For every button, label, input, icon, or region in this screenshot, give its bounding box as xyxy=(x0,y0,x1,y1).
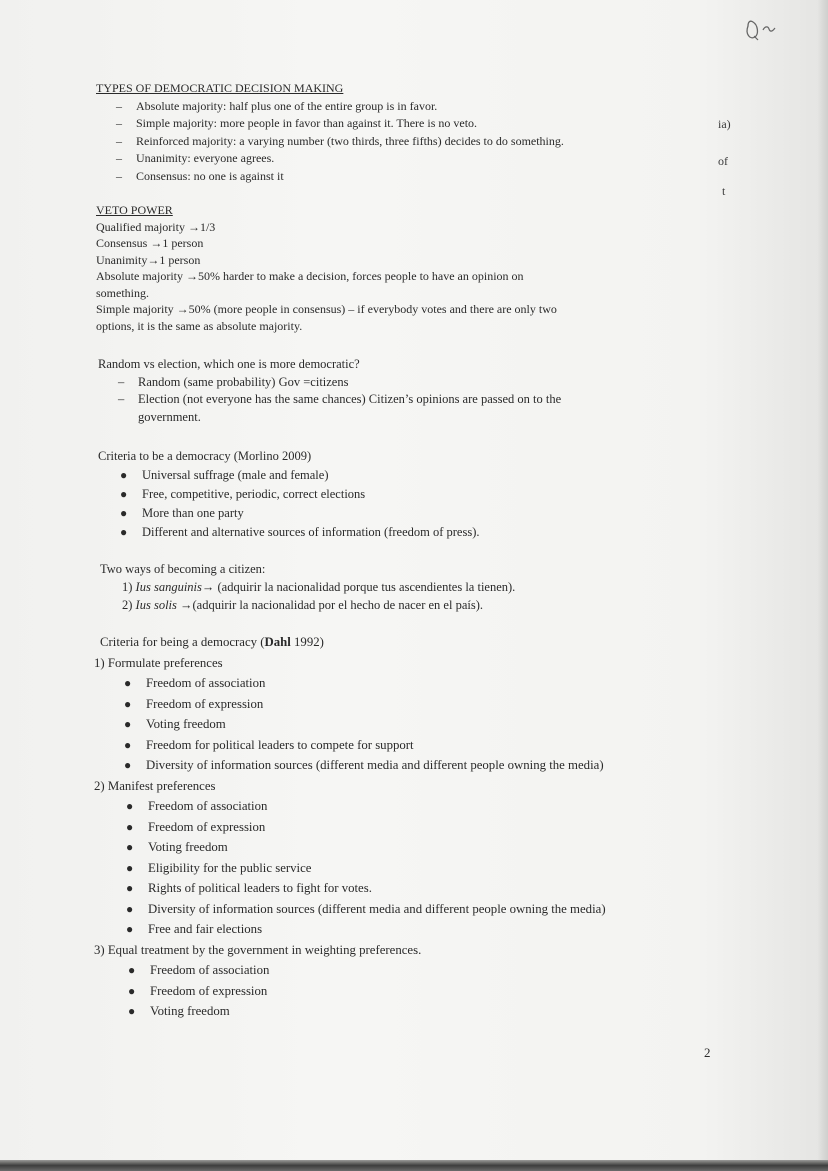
margin-fragment: of xyxy=(718,154,728,168)
list-item-text: Free, competitive, periodic, correct elections xyxy=(142,487,366,501)
veto-line: Unanimity→1 person xyxy=(96,252,201,267)
list-item: ● Freedom for political leaders to compete for support xyxy=(124,737,414,752)
list-item: – Simple majority: more people in favor than against it. There is no veto. xyxy=(96,115,564,133)
random-question: Random vs election, which one is more democratic? xyxy=(98,357,360,371)
list-item-text: Diversity of information sources (different media and different people owning the media) xyxy=(146,758,604,772)
list-item: ● Voting freedom xyxy=(128,1004,230,1018)
list-item: – Random (same probability) Gov =citizens xyxy=(98,374,561,392)
list-item-text: More than one party xyxy=(142,506,244,520)
veto-heading: VETO POWER xyxy=(96,203,173,217)
list-item-text: →(adquirir la nacionalidad por el hecho de nacer en el país). xyxy=(176,598,483,612)
list-item: – Election (not everyone has the same chances) Citizen’s opinions are passed on to the xyxy=(98,391,561,409)
list-item-text: Universal suffrage (male and female) xyxy=(142,468,329,482)
heading-part: Dahl xyxy=(264,635,291,649)
list-item: – Reinforced majority: a varying number (two thirds, three fifths) decides to do something. xyxy=(96,133,564,151)
scan-bottom-edge xyxy=(0,1160,828,1171)
morlino-section xyxy=(98,447,480,542)
veto-line: Simple majority →50% (more people in consensus) – if everybody votes and there are only two xyxy=(96,302,557,316)
handwritten-mark-icon xyxy=(742,16,782,44)
veto-line: something. xyxy=(96,285,149,300)
list-item-text: Different and alternative sources of information (freedom of press). xyxy=(142,525,480,539)
list-item-text: Freedom of association xyxy=(148,799,268,813)
list-item xyxy=(100,596,515,614)
list-item: – Consensus: no one is against it xyxy=(96,168,564,186)
list-item: – Absolute majority: half plus one of the entire group is in favor. xyxy=(96,98,564,116)
term: Ius sanguinis xyxy=(135,580,202,594)
list-item: ● Free and fair elections xyxy=(126,922,263,936)
veto-line: options, it is the same as absolute majority. xyxy=(96,318,303,333)
list-item-text: Freedom for political leaders to compete for support xyxy=(146,737,414,752)
dahl-subsection-title: 2) Manifest preferences xyxy=(94,778,216,793)
list-item: ● Eligibility for the public service xyxy=(126,860,312,875)
list-item-text: Voting freedom xyxy=(146,717,226,731)
list-item: ● More than one party xyxy=(120,506,244,520)
dahl-section xyxy=(94,632,606,1022)
list-item: ● Rights of political leaders to fight for votes. xyxy=(126,881,372,895)
margin-fragment: t xyxy=(722,184,726,198)
dahl-heading xyxy=(94,632,606,653)
dahl-subsection-title: 3) Equal treatment by the government in weighting preferences. xyxy=(94,942,422,957)
list-item: ● Different and alternative sources of information (freedom of press). xyxy=(120,525,480,539)
list-item: ● Voting freedom xyxy=(126,840,228,854)
list-item: ● Freedom of expression xyxy=(126,819,266,834)
list-item-text: Freedom of association xyxy=(146,676,266,690)
citizen-section xyxy=(100,560,515,614)
term: Ius solis xyxy=(135,598,177,612)
page-edge xyxy=(818,0,828,1160)
list-item xyxy=(100,578,515,596)
margin-fragment: ia) xyxy=(718,117,731,131)
list-item: ● Freedom of association xyxy=(128,963,270,977)
heading-part: 1992) xyxy=(290,635,324,649)
citizen-heading: Two ways of becoming a citizen: xyxy=(100,562,266,576)
veto-line: Consensus →1 person xyxy=(96,236,204,250)
list-item-text: Freedom of association xyxy=(150,963,270,977)
list-number: 1) xyxy=(122,580,133,594)
random-list xyxy=(98,374,561,427)
list-item-text: Freedom of expression xyxy=(150,983,268,998)
list-item-text: Eligibility for the public service xyxy=(148,860,312,875)
list-item: ● Diversity of information sources (different media and different people owning the media) xyxy=(126,901,606,916)
list-item-text: Voting freedom xyxy=(148,840,228,854)
list-item-text: Free and fair elections xyxy=(148,922,263,936)
veto-line: Qualified majority →1/3 xyxy=(96,219,216,234)
list-item: ● Voting freedom xyxy=(124,717,226,731)
list-item-text: Rights of political leaders to fight for votes. xyxy=(148,881,372,895)
list-item: ● Freedom of association xyxy=(126,799,268,813)
list-item: – Unanimity: everyone agrees. xyxy=(96,150,564,168)
list-item: ● Freedom of association xyxy=(124,676,266,690)
list-item-text: Freedom of expression xyxy=(146,696,264,711)
heading-part: Criteria for being a democracy ( xyxy=(100,635,265,649)
types-list xyxy=(96,98,564,186)
types-heading: TYPES OF DEMOCRATIC DECISION MAKING xyxy=(96,81,344,95)
morlino-heading: Criteria to be a democracy (Morlino 2009) xyxy=(98,449,312,463)
list-item-text: Diversity of information sources (different media and different people owning the media) xyxy=(148,901,606,916)
veto-section xyxy=(96,202,557,334)
list-item-text: Voting freedom xyxy=(150,1004,230,1018)
veto-line: Absolute majority →50% harder to make a decision, forces people to have an opinion on xyxy=(96,269,524,283)
list-number: 2) xyxy=(122,598,133,612)
random-section xyxy=(98,356,561,426)
list-item: ● Free, competitive, periodic, correct elections xyxy=(120,487,366,501)
list-item-continuation: government. xyxy=(138,409,201,424)
list-item: ● Universal suffrage (male and female) xyxy=(120,468,329,482)
list-item: ● Freedom of expression xyxy=(128,983,268,998)
list-item-text: Freedom of expression xyxy=(148,819,266,834)
page-number: 2 xyxy=(704,1045,711,1060)
types-section xyxy=(96,80,564,185)
dahl-subsection-title: 1) Formulate preferences xyxy=(94,655,223,670)
list-item: ● Diversity of information sources (different media and different people owning the media) xyxy=(124,758,604,772)
list-item: ● Freedom of expression xyxy=(124,696,264,711)
list-item-text: → (adquirir la nacionalidad porque tus ascendientes la tienen). xyxy=(201,580,516,594)
